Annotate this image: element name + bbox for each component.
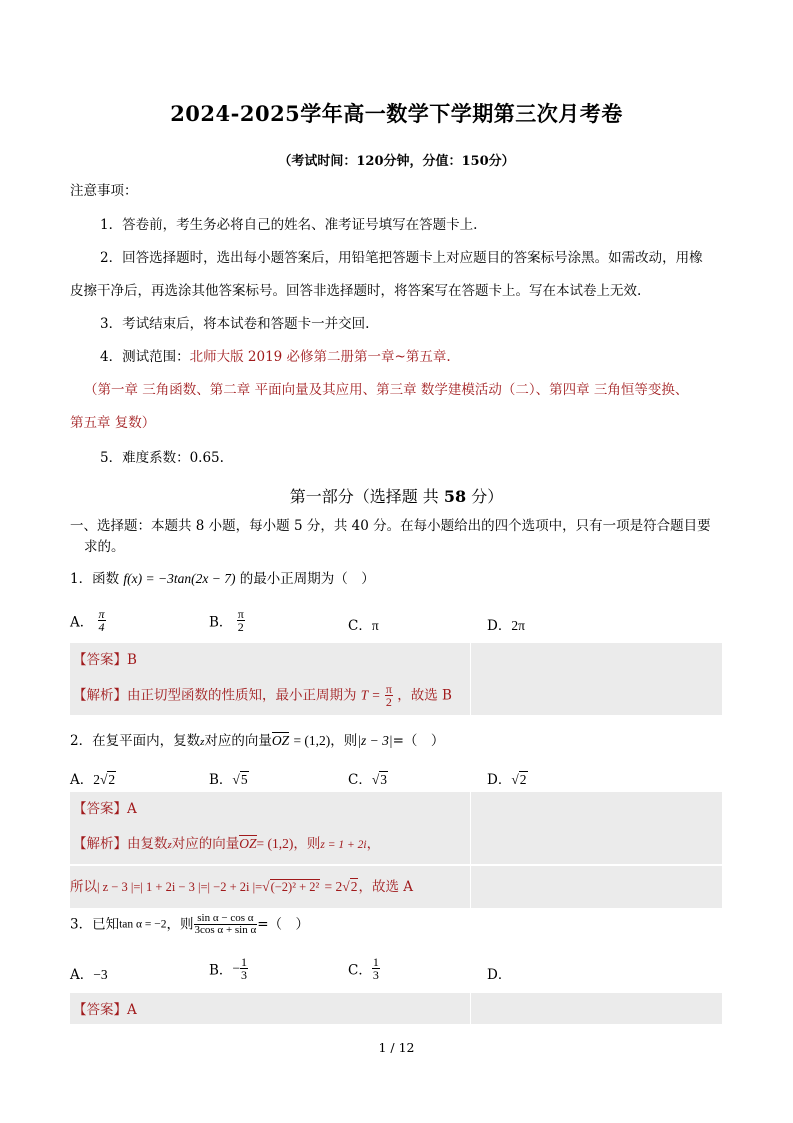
- option-coef: 2: [93, 772, 100, 787]
- notice-item-5: 5．难度系数：0.65.: [100, 450, 224, 466]
- section-title-post: 分）: [466, 487, 504, 506]
- sqrt-icon: √2: [100, 772, 116, 787]
- option-label: A．: [70, 614, 94, 631]
- grid-line: [470, 643, 471, 715]
- radicand: 5: [240, 772, 248, 787]
- analysis-fraction: [385, 683, 393, 708]
- answer-value: A: [127, 801, 137, 817]
- question-3-condition: tan α = −2: [119, 918, 167, 931]
- notice-heading: 注意事项：: [70, 183, 138, 199]
- question-2-then: ，则: [330, 733, 358, 749]
- question-2-prefix: 2．在复平面内，复数: [70, 733, 201, 749]
- option-value: −3: [93, 967, 108, 982]
- analysis-line-prefix: 所以: [70, 879, 97, 895]
- question-1-analysis: [73, 683, 452, 708]
- section-title: [0, 484, 793, 507]
- fraction-numerator: 1: [372, 955, 379, 969]
- notice-item-2-line-1: 2．回答选择题时，选出每小题答案后，用铅笔把答题卡上对应题目的答案标号涂黑。如需改动，用橡: [100, 250, 703, 266]
- analysis-line-formula: | z − 3 |=| 1 + 2i − 3 |=| −2 + 2i |=: [97, 880, 263, 894]
- question-3-prefix: 3．已知: [70, 916, 120, 933]
- question-2-option-a: [70, 768, 116, 788]
- question-2-vector: OZ: [271, 733, 290, 748]
- notice-item-3: 3．考试结束后，将本试卷和答题卡一并交回.: [100, 316, 370, 332]
- option-label: C．: [348, 618, 372, 634]
- question-2-suffix: =（ ）: [392, 733, 445, 749]
- question-2-option-c: [348, 768, 388, 788]
- question-1-suffix: 的最小正周期为（ ）: [239, 571, 375, 587]
- analysis-vector-value: = (1,2): [256, 836, 294, 851]
- option-sign: −: [232, 960, 241, 976]
- sqrt-icon: √(−2)² + 2²: [262, 879, 320, 894]
- option-fraction: [98, 608, 106, 633]
- option-label: C．: [348, 772, 372, 788]
- option-label: D．: [487, 772, 512, 788]
- option-value: 2π: [511, 618, 525, 633]
- question-3-option-b: [209, 956, 248, 981]
- answer-value: A: [127, 1002, 137, 1018]
- analysis-vector: OZ: [239, 836, 257, 851]
- option-fraction: [237, 608, 245, 633]
- sqrt-icon: √5: [232, 772, 248, 787]
- fraction-denominator: 4: [98, 620, 105, 634]
- question-2-analysis: [73, 835, 380, 854]
- question-3-answer-box: [70, 993, 722, 1024]
- analysis-line-eq: = 2: [324, 879, 343, 894]
- question-3-stem: [70, 913, 309, 936]
- notice-item-1: 1．答卷前，考生务必将自己的姓名、准考证号填写在答题卡上.: [100, 217, 478, 233]
- option-label: D．: [487, 967, 512, 983]
- analysis-text: 由正切型函数的性质知，最小正周期为: [127, 687, 357, 704]
- question-1-answer: [73, 651, 137, 669]
- notice-item-4-prefix: 4．测试范围：: [100, 349, 190, 365]
- question-1-prefix: 1．函数: [70, 571, 120, 587]
- question-3-then: ，则: [166, 916, 194, 933]
- section-intro-line-1: 一、选择题：本题共 8 小题，每小题 5 分，共 40 分。在每小题给出的四个选项中，只有一项是符合题目要: [70, 518, 711, 534]
- notice-item-4: [100, 348, 451, 366]
- question-1-stem: [70, 570, 375, 588]
- analysis-z: z: [167, 839, 172, 851]
- fraction-numerator: 1: [241, 955, 248, 969]
- fraction-denominator: 2: [237, 620, 244, 634]
- section-intro-line-2: 求的。: [84, 539, 125, 555]
- question-1-option-d: [487, 614, 525, 634]
- question-1-option-c: [348, 614, 379, 634]
- analysis-formula: T =: [360, 687, 381, 703]
- question-3-option-d: [487, 963, 511, 983]
- question-2-z: z: [200, 736, 205, 748]
- question-2-option-d: [487, 768, 528, 788]
- analysis-tag: 【解析】: [73, 836, 127, 852]
- fraction-denominator: 3: [372, 968, 379, 982]
- notice-item-2-line-2: 皮擦干净后，再选涂其他答案标号。回答非选择题时，将答案写在答题卡上。写在本试卷上无效.: [70, 283, 642, 299]
- exam-subtitle: （考试时间：120分钟，分值：150分）: [278, 154, 515, 169]
- question-2-abs: |z − 3|: [357, 733, 393, 748]
- option-label: A．: [70, 967, 94, 983]
- analysis-tag: 【解析】: [73, 687, 127, 704]
- fraction-numerator: π: [237, 607, 244, 621]
- analysis-line-end: ，故选 A: [358, 879, 414, 895]
- question-1-option-b: [209, 608, 245, 633]
- option-label: B．: [209, 772, 233, 788]
- fraction-numerator: π: [98, 607, 105, 621]
- question-3-fraction: [194, 913, 258, 936]
- radicand: 3: [380, 772, 388, 787]
- option-fraction: [240, 956, 248, 981]
- option-label: D．: [487, 618, 512, 634]
- question-1-option-a: [70, 608, 106, 633]
- question-3-option-c: [348, 956, 380, 981]
- question-2-vector-value: = (1,2): [293, 733, 331, 748]
- section-title-score: 58: [443, 487, 467, 506]
- analysis-end: ，故选 B: [397, 687, 452, 704]
- answer-tag: 【答案】: [73, 652, 127, 668]
- grid-line: [470, 792, 471, 908]
- row-divider: [70, 864, 722, 866]
- radicand: 2: [350, 879, 358, 894]
- analysis-text-2: 对应的向量: [171, 836, 240, 852]
- fraction-numerator: sin α − cos α: [194, 913, 258, 925]
- option-label: A．: [70, 772, 94, 788]
- fraction-denominator: 3cos α + sin α: [194, 924, 257, 936]
- grid-line: [470, 993, 471, 1024]
- question-2-stem: [70, 732, 444, 751]
- radicand: 2: [519, 772, 527, 787]
- question-3-option-a: [70, 963, 108, 983]
- radicand: (−2)² + 2²: [270, 880, 320, 894]
- exam-title: 2024-2025学年高一数学下学期第三次月考卷: [170, 101, 623, 126]
- option-fraction: [372, 956, 380, 981]
- fraction-numerator: π: [385, 682, 392, 696]
- analysis-z-eq: z = 1 + 2i: [320, 839, 367, 851]
- radicand: 2: [108, 772, 116, 787]
- answer-tag: 【答案】: [73, 1002, 127, 1018]
- section-title-pre: 第一部分（选择题 共: [289, 487, 444, 506]
- page-number: 1 / 12: [378, 1040, 415, 1055]
- sqrt-icon: √3: [371, 772, 388, 787]
- option-value: π: [371, 618, 379, 633]
- sqrt-icon: √2: [342, 879, 358, 894]
- fraction-denominator: 3: [241, 968, 248, 982]
- answer-value: B: [127, 652, 137, 668]
- notice-item-4-scope: 北师大版 2019 必修第二册第一章~第五章.: [189, 349, 451, 365]
- question-2-analysis-line-2: [70, 878, 413, 896]
- analysis-text-3: ，则: [293, 836, 321, 852]
- question-1-formula: f(x) = −3tan(2x − 7): [123, 571, 236, 586]
- scope-line-2: 第五章 复数）: [70, 415, 156, 431]
- fraction-denominator: 2: [385, 695, 392, 709]
- analysis-text-4: ，: [366, 836, 381, 852]
- option-label: C．: [348, 962, 372, 979]
- answer-tag: 【答案】: [73, 801, 127, 817]
- question-2-answer: [73, 800, 137, 818]
- question-3-suffix: =（ ）: [257, 916, 310, 933]
- scope-line-1: （第一章 三角函数、第二章 平面向量及其应用、第三章 数学建模活动（二）、第四章 三角恒等变换、: [84, 382, 689, 398]
- question-3-answer: [73, 1001, 137, 1019]
- analysis-text-1: 由复数: [127, 836, 168, 852]
- sqrt-icon: √2: [511, 772, 527, 787]
- question-2-mid: 对应的向量: [204, 733, 272, 749]
- option-label: B．: [209, 962, 233, 979]
- question-2-option-b: [209, 768, 249, 788]
- option-label: B．: [209, 614, 233, 631]
